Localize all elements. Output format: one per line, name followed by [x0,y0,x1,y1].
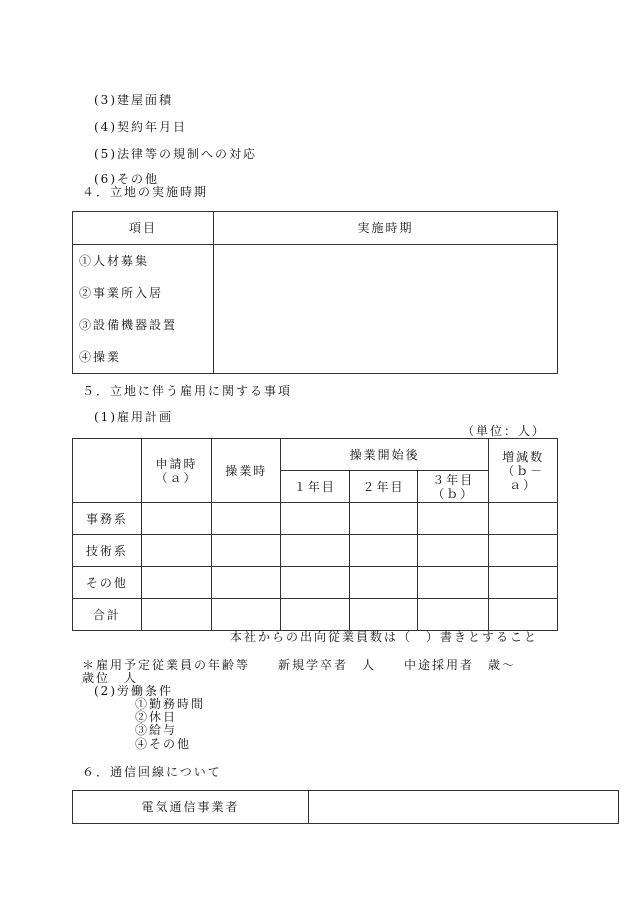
age-line-1: ＊雇用予定従業員の年齢等 新規学卒者 人 中途採用者 歳～ [82,658,517,672]
schedule-item-equipment: ③設備機器設置 [79,318,178,332]
carrier-value [309,791,619,824]
item-contract-date: (4)契約年月日 [94,120,187,134]
section5-title: ５．立地に伴う雇用に関する事項 [82,384,293,398]
schedule-items-cell [73,245,214,374]
schedule-table [72,211,558,374]
schedule-period-cell [214,245,558,374]
schedule-item-recruit: ①人材募集 [79,254,150,268]
unit-label: （単位：人） [462,424,547,438]
employment-header-apply: 申請時 （ａ） [141,439,212,503]
employment-header-change: 増減数 （ｂ－ ａ） [489,439,558,503]
employment-header-year3: ３年目 （ｂ） [418,471,489,503]
carrier-table [72,790,619,824]
row-label-office: 事務系 [73,503,142,535]
employment-header-after-start: 操業開始後 [281,439,489,471]
table-row [73,567,558,599]
row-label-total: 合計 [73,599,142,631]
employment-table [72,438,558,631]
labor-item-other: ④その他 [135,737,192,751]
item-other: (6)その他 [94,172,159,186]
section4-title: ４．立地の実施時期 [82,185,209,199]
section6-title: ６．通信回線について [82,765,222,779]
table-row [73,503,558,535]
labor-conditions-title: (2)労働条件 [94,684,173,698]
schedule-header-item: 項目 [73,212,214,245]
carrier-label: 電気通信事業者 [73,791,309,824]
labor-item-hours: ①勤務時間 [135,697,206,711]
table-row [73,599,558,631]
row-label-other: その他 [73,567,142,599]
labor-item-salary: ③給与 [135,723,178,737]
item-regulation: (5)法律等の規制への対応 [94,147,257,161]
row-label-technical: 技術系 [73,535,142,567]
employment-header-operation: 操業時 [212,439,281,503]
table-row [73,535,558,567]
schedule-header-period: 実施時期 [214,212,558,245]
employment-header-blank [73,439,142,503]
employment-header-year2: ２年目 [349,471,418,503]
labor-item-holidays: ②休日 [135,710,178,724]
age-line-2: 歳位 人 [82,671,139,685]
schedule-item-operation: ④操業 [79,350,122,364]
item-building-area: (3)建屋面積 [94,93,173,107]
employment-plan-subtitle: (1)雇用計画 [94,410,173,424]
dispatch-note: 本社からの出向従業員数は（ ）書きとすること [230,630,539,644]
schedule-item-move-in: ②事業所入居 [79,286,164,300]
employment-header-year1: １年目 [281,471,350,503]
